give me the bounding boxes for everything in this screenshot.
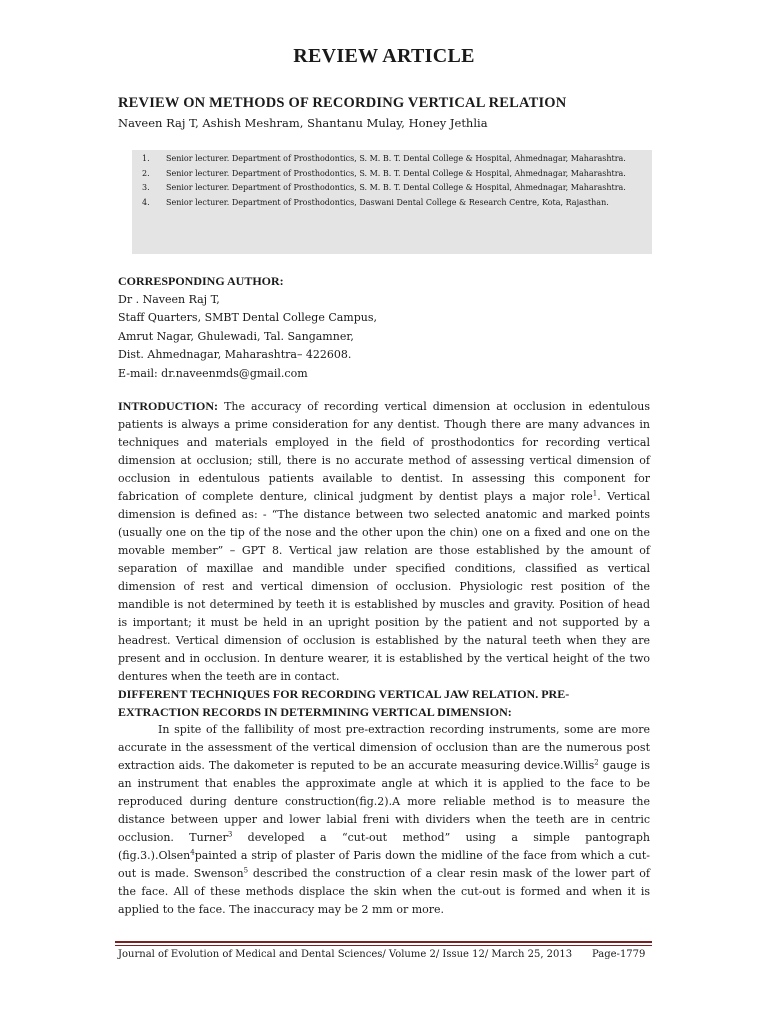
citation-superscript: 5 xyxy=(243,866,249,875)
intro-text: The accuracy of recording vertical dimension at occlusion in edentulous patients is always a prime consideration for any dentist. Though there are many advances in techniques and materials employed in the field of prosthodontics for recording vertical dimension at occlusion; still, there is no accurate method of assessing vertical dimension of occlusion in edentulous patients available to dentist. In assessing this component for fabrication of complete denture, clinical judgment by dentist plays a major role xyxy=(118,400,650,503)
body-text: described the construction of a clear resin mask of the lower part of the face. All of these methods displace the skin when the cut-out is formed and when it is applied to the face. The inaccuracy may be 2 mm or more. xyxy=(118,867,651,916)
article-title: REVIEW ON METHODS OF RECORDING VERTICAL RELATION xyxy=(118,95,567,111)
section-heading: DIFFERENT TECHNIQUES FOR RECORDING VERTICAL JAW RELATION. PRE-EXTRACTION RECORDS IN DETERMINING VERTICAL DIMENSION: xyxy=(118,687,570,719)
body-text: painted a strip of plaster of Paris down the midline of the face from which a cut-out is made. Swenson xyxy=(118,849,650,880)
header-title: REVIEW ARTICLE xyxy=(293,45,475,67)
affiliation-number: 4. xyxy=(142,197,150,207)
citation-superscript: 4 xyxy=(190,848,195,857)
affiliation-number: 3. xyxy=(142,183,150,193)
address-line: Staff Quarters, SMBT Dental College Campus, xyxy=(118,311,377,324)
affiliation-item xyxy=(142,196,648,211)
affiliation-number: 1. xyxy=(142,154,150,163)
affiliation-text: Senior lecturer. Department of Prosthodontics, S. M. B. T. Dental College & Hospital, Ahmednagar, Maharashtra. xyxy=(166,168,626,178)
corresponding-author-block xyxy=(118,272,377,383)
affiliation-item xyxy=(142,167,648,182)
introduction-paragraph xyxy=(118,397,650,686)
affiliation-item xyxy=(142,181,648,196)
footer-rule xyxy=(115,941,652,943)
footer-page-number: Page-1779 xyxy=(592,949,646,960)
affiliation-text: Senior lecturer. Department of Prosthodontics, S. M. B. T. Dental College & Hospital, Ahmednagar, Maharashtra. xyxy=(166,154,626,163)
affiliations-list xyxy=(142,152,648,210)
footer-journal-citation: Journal of Evolution of Medical and Dental Sciences/ Volume 2/ Issue 12/ March 25, 2013 xyxy=(118,949,573,960)
affiliations-box xyxy=(132,150,652,254)
affiliation-number: 2. xyxy=(142,168,150,178)
citation-superscript: 1 xyxy=(592,489,598,498)
affiliation-item xyxy=(142,152,648,167)
citation-superscript: 3 xyxy=(227,830,233,839)
citation-superscript: 2 xyxy=(594,758,599,767)
email-line: E-mail: dr.naveenmds@gmail.com xyxy=(118,366,308,380)
affiliation-text: Senior lecturer. Department of Prosthodontics, Daswani Dental College & Research Centre, Kota, Rajasthan. xyxy=(166,197,609,207)
techniques-paragraph xyxy=(118,721,650,919)
affiliation-text: Senior lecturer. Department of Prosthodontics, S. M. B. T. Dental College & Hospital, Ahmednagar, Maharashtra. xyxy=(166,183,626,193)
body-text: In spite of the fallibility of most pre-extraction recording instruments, some are more accurate in the assessment of the vertical dimension of occlusion than are the numerous post extraction aids. The dakometer is reputed to be an accurate measuring device.Willis xyxy=(118,723,650,772)
footer-rule xyxy=(115,945,652,946)
corresponding-author-heading: CORRESPONDING AUTHOR: xyxy=(118,274,284,288)
body-text: developed a “cut-out method” using a simple pantograph (fig.3.).Olsen xyxy=(118,831,650,862)
intro-text: . Vertical dimension is defined as: - “The distance between two selected anatomic and marked points (usually one on the tip of the nose and the other upon the chin) one on a fixed and one on the movable member” – GPT 8. Vertical jaw relation are those established by the amount of separation of maxillae and mandible under specified conditions, classified as vertical dimension of rest and vertical dimension of occlusion. Physiologic rest position of the mandible is not determined by teeth it is established by muscles and gravity. Position of head is important; it must be held in an upright position by the patient and not supported by a headrest. Vertical dimension of occlusion is established by the natural teeth when they are present and in occlusion. In denture wearer, it is established by the vertical height of the two dentures when the teeth are in contact. xyxy=(118,490,651,683)
address-line: Amrut Nagar, Ghulewadi, Tal. Sangamner, xyxy=(118,329,354,343)
body-text: gauge is an instrument that enables the approximate angle at which it is applied to the face to be reproduced during denture construction(fig.2).A more reliable method is to measure the distance between upper and lower labial freni with dividers when the teeth are in centric occlusion. Turner xyxy=(118,759,650,844)
address-line: Dist. Ahmednagar, Maharashtra– 422608. xyxy=(118,348,352,361)
address-line: Dr . Naveen Raj T, xyxy=(118,292,220,306)
author-list: Naveen Raj T, Ashish Meshram, Shantanu Mulay, Honey Jethlia xyxy=(118,116,488,130)
introduction-heading: INTRODUCTION: xyxy=(118,399,219,413)
